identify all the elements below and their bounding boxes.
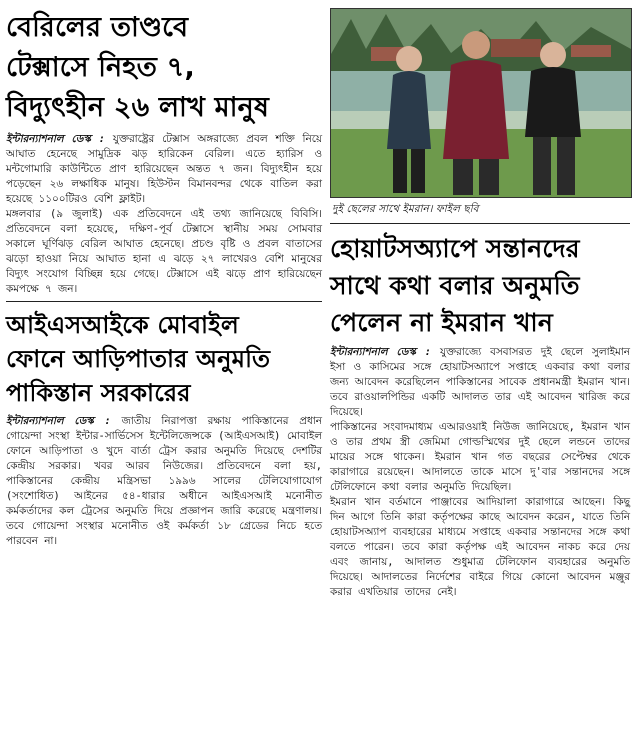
imran-headline: হোয়াটসঅ্যাপে সন্তানদের সাথে কথা বলার অনুমতি পেলেন না ইমরান খান <box>330 234 580 337</box>
beryl-paragraph: মঙ্গলবার (৯ জুলাই) এক প্রতিবেদনে এই তথ্য জানিয়েছে বিবিসি। প্রতিবেদনে বলা হয়েছে, দক্ষিণ-পূর্ব টেক্সাসে স্থানীয় সময় সোমবার সকালে ঘূর্ণিঝড় বেরিল আঘাত হেনেছে। প্রচণ্ড বৃষ্টি ও প্রবল বাতাসের ঝড়ো হাওয়া নিয়ে আঘাত হানা এ ঝড়ে ২৭ লাখেরও বেশি মানুষের বিদ্যুৎ সংযোগ বিচ্ছিন্ন হয়ে গেছে। টেক্সাসে এই ঝড়ে প্রাণ হারিয়েছেন কমপক্ষে ৭ জন। <box>6 208 322 295</box>
left-column <box>6 8 322 549</box>
imran-body <box>330 345 630 600</box>
isi-paragraph: ইন্টারন্যাশনাল ডেস্ক : জাতীয় নিরাপত্তা রক্ষায় পাকিস্তানের প্রধান গোয়েন্দা সংস্থা ইন্টার-সার্ভিসেস ইন্টেলিজেন্সকে (আইএসআই) মোবাইল ফোনে আড়িপাতা ও খুদে বার্তা ট্রেস করার অনুমতি দিয়েছে দেশটির কেন্দ্রীয় সরকার। খবর আরব নিউজের। প্রতিবেদনে বলা হয়, পাকিস্তানের কেন্দ্রীয় মন্ত্রিসভা ১৯৯৬ সালের টেলিযোগাযোগ (সংশোধিত) আইনের ৫৪-ধারার অধীনে আইএসআই মনোনীত কর্মকর্তাদের কল ট্রেসের অনুমতি দিয়ে প্রজ্ঞাপন জারি করেছে মন্ত্রণালয়। তবে গোয়েন্দা সংস্থার মনোনীত ওই কর্মকর্তা ১৮ গ্রেডের নিচে হতে পারবেন না। <box>6 415 322 547</box>
byline: ইন্টারন্যাশনাল ডেস্ক : <box>6 415 111 427</box>
isi-headline: আইএসআইকে মোবাইল ফোনে আড়িপাতার অনুমতি পাকিস্তান সরকারের <box>6 311 271 407</box>
byline: ইন্টারন্যাশনাল ডেস্ক : <box>6 133 105 145</box>
divider <box>330 223 630 224</box>
beryl-body <box>6 132 322 297</box>
right-column <box>330 8 630 600</box>
story-isi <box>6 308 322 549</box>
imran-sons-photo <box>330 8 632 198</box>
imran-paragraph: ইন্টারন্যাশনাল ডেস্ক : যুক্তরাজ্যে বসবাসরত দুই ছেলে সুলাইমান ইসা ও কাসিমের সঙ্গে হোয়াটসঅ্যাপে সপ্তাহে একবার কথা বলার জন্য আবেদন করেছিলেন পাকিস্তানের সাবেক প্রধানমন্ত্রী ইমরান খান। তবে রাওয়ালপিন্ডির একটি আদালত তার এই আবেদন খারিজ করে দিয়েছে। <box>330 346 630 418</box>
imran-paragraph: ইমরান খান বর্তমানে পাঞ্জাবের আদিয়ালা কারাগারে আছেন। কিছু দিন আগে তিনি কারা কর্তৃপক্ষের কাছে আবেদন করেন, যাতে তিনি হোয়াটসঅ্যাপ ব্যবহারের মাধ্যমে সপ্তাহে একবার সন্তানদের সঙ্গে কথা বলতে পারেন। তবে কারা কর্তৃপক্ষ এই আবেদন নাকচ করে দেয় এবং জানায়, আদালত শুধুমাত্র টেলিফোন ব্যবহারের অনুমতি দিয়েছে। আদালতের নির্দেশের বাইরে গিয়ে কোনো আবেদন মঞ্জুর করার এখতিয়ার তাদের নেই। <box>330 496 630 598</box>
byline: ইন্টারন্যাশনাল ডেস্ক : <box>330 346 432 358</box>
beryl-paragraph: ইন্টারন্যাশনাল ডেস্ক : যুক্তরাষ্ট্রের টেক্সাস অঙ্গরাজ্যে প্রবল শক্তি নিয়ে আঘাত হেনেছে সামুদ্রিক ঝড় হারিকেন বেরিল। এতে হ্যারিস ও মন্টগোমারি কাউন্টিতে প্রাণ হারিয়েছেন অন্তত ৭ জন। বিদ্যুৎহীন হয়ে পড়েছেন ২৬ লক্ষাধিক মানুষ। হিউস্টন বিমানবন্দর থেকে বাতিল করা হয়েছে ১১০০টিরও বেশি ফ্লাইট। <box>6 133 322 205</box>
imran-paragraph: পাকিস্তানের সংবাদমাধ্যম এআরওয়াই নিউজ জানিয়েছে, ইমরান খান ও তার প্রথম স্ত্রী জেমিমা গোল্ডস্মিথের দুই ছেলে লন্ডনে তাদের মায়ের সঙ্গে থাকেন। ইমরান খান গত বছরের সেপ্টেম্বর থেকে কারাগারে রয়েছেন। আদালতে তাকে মাসে দু'বার সন্তানদের সঙ্গে টেলিফোনে কথা বলার অনুমতি দিয়েছিল। <box>330 421 630 493</box>
photo-caption: দুই ছেলের সাথে ইমরান। ফাইল ছবি <box>332 203 479 215</box>
story-imran <box>330 230 630 600</box>
photo-illustration <box>331 9 631 197</box>
divider <box>6 301 322 302</box>
beryl-headline: বেরিলের তাণ্ডবে টেক্সাসে নিহত ৭, বিদ্যুৎহীন ২৬ লাখ মানুষ <box>6 12 270 123</box>
isi-body <box>6 414 322 549</box>
story-beryl <box>6 8 322 297</box>
